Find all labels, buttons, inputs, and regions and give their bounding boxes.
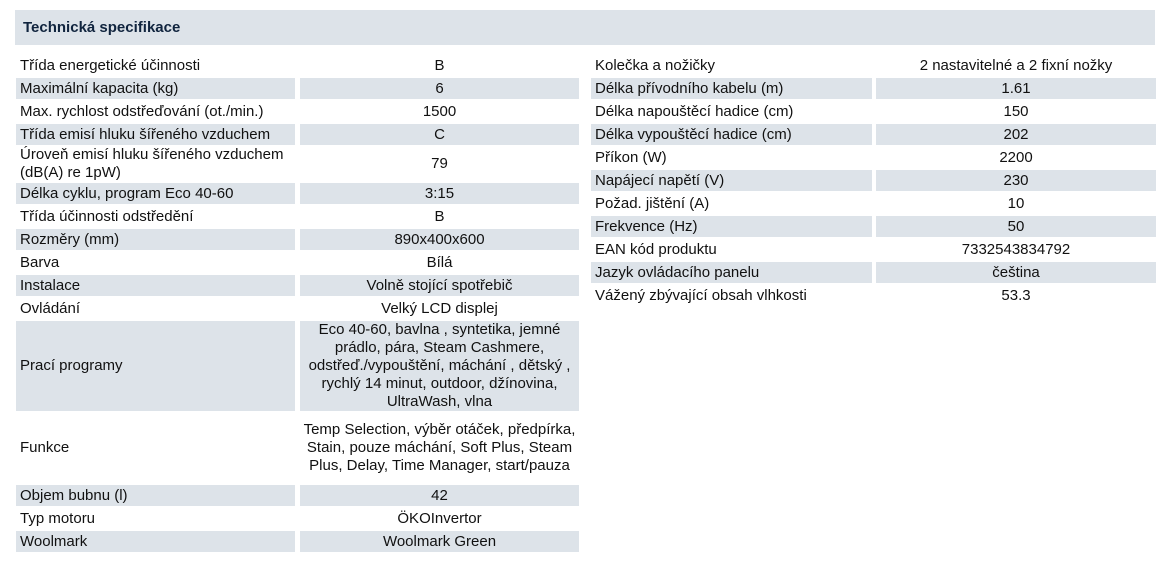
spec-value: 2 nastavitelné a 2 fixní nožky: [919, 56, 1113, 74]
spec-value: 42: [300, 485, 579, 506]
spec-row: [16, 147, 579, 181]
spec-row: [16, 183, 579, 204]
spec-label: Napájecí napětí (V): [591, 170, 872, 191]
spec-value: Eco 40-60, bavlna , syntetika, jemné prádlo, pára, Steam Cashmere, odstřeď./vypouštění, máchání , dětský , rychlý 14 minut, outdoor, džínovina, UltraWash, vlna: [300, 321, 579, 411]
spec-row: [16, 206, 579, 227]
spec-label: Objem bubnu (l): [16, 485, 295, 506]
spec-row: [16, 413, 579, 483]
spec-row: [16, 124, 579, 145]
spec-label: Typ motoru: [20, 509, 96, 527]
spec-row: [16, 298, 579, 319]
spec-label: Ovládání: [20, 299, 81, 317]
spec-row: [591, 147, 1156, 168]
spec-value: 890x400x600: [300, 229, 579, 250]
spec-value: 50: [876, 216, 1156, 237]
spec-row: [16, 55, 579, 76]
spec-value: 10: [1007, 194, 1025, 212]
spec-row: [16, 485, 579, 506]
spec-row: [591, 101, 1156, 122]
spec-label: Délka vypouštěcí hadice (cm): [591, 124, 872, 145]
section-header: [15, 10, 1155, 45]
spec-row: [16, 229, 579, 250]
spec-label: Frekvence (Hz): [591, 216, 872, 237]
spec-value: 1.61: [876, 78, 1156, 99]
spec-value: Bílá: [426, 253, 453, 271]
spec-value: 3:15: [300, 183, 579, 204]
section-title: Technická specifikace: [23, 19, 181, 36]
spec-label: Instalace: [16, 275, 295, 296]
spec-label: Třída energetické účinnosti: [20, 56, 201, 74]
spec-value: Volně stojící spotřebič: [300, 275, 579, 296]
spec-label: Maximální kapacita (kg): [16, 78, 295, 99]
spec-value: čeština: [876, 262, 1156, 283]
spec-value: Temp Selection, výběr otáček, předpírka, Stain, pouze máchání, Soft Plus, Steam Plus, Delay, Time Manager, start/pauza: [303, 421, 576, 474]
spec-value: ÖKOInvertor: [397, 509, 482, 527]
spec-row: [16, 508, 579, 529]
spec-row: [16, 252, 579, 273]
spec-label: Jazyk ovládacího panelu: [591, 262, 872, 283]
spec-row: [591, 55, 1156, 76]
spec-row: [16, 101, 579, 122]
spec-value: Woolmark Green: [300, 531, 579, 552]
spec-row: [591, 216, 1156, 237]
spec-value: B: [434, 207, 445, 225]
spec-value: 53.3: [1001, 286, 1031, 304]
spec-label: Příkon (W): [595, 148, 667, 166]
spec-value: 79: [431, 155, 448, 172]
spec-value: 150: [1003, 102, 1029, 120]
spec-label: Požad. jištění (A): [595, 194, 710, 212]
spec-label: Woolmark: [16, 531, 295, 552]
spec-value: 7332543834792: [961, 240, 1071, 258]
spec-label: Třída účinnosti odstředění: [20, 207, 194, 225]
spec-label: Vážený zbývající obsah vlhkosti: [595, 286, 807, 304]
spec-label: Rozměry (mm): [16, 229, 295, 250]
spec-row: [591, 239, 1156, 260]
spec-label: Funkce: [20, 439, 70, 456]
spec-table-left: [16, 55, 579, 554]
spec-label: Délka přívodního kabelu (m): [591, 78, 872, 99]
spec-value: 230: [876, 170, 1156, 191]
spec-value: 1500: [422, 102, 457, 120]
spec-value: B: [434, 56, 445, 74]
spec-label: Úroveň emisí hluku šířeného vzduchem (dB(A) re 1pW): [20, 146, 284, 181]
spec-label: Max. rychlost odstřeďování (ot./min.): [20, 102, 264, 120]
spec-table-right: [591, 55, 1156, 308]
spec-row: [16, 275, 579, 296]
spec-row: [591, 124, 1156, 145]
spec-value: Velký LCD displej: [381, 299, 498, 317]
spec-row: [16, 78, 579, 99]
spec-row: [16, 321, 579, 411]
spec-row: [591, 170, 1156, 191]
spec-label: EAN kód produktu: [595, 240, 717, 258]
spec-label: Délka napouštěcí hadice (cm): [595, 102, 794, 120]
spec-label: Barva: [20, 253, 60, 271]
spec-label: Třída emisí hluku šířeného vzduchem: [16, 124, 295, 145]
spec-label: Prací programy: [16, 321, 295, 411]
spec-label: Délka cyklu, program Eco 40-60: [16, 183, 295, 204]
spec-value: C: [300, 124, 579, 145]
spec-row: [591, 262, 1156, 283]
spec-value: 2200: [999, 148, 1033, 166]
spec-value: 202: [876, 124, 1156, 145]
spec-row: [591, 285, 1156, 306]
spec-row: [591, 193, 1156, 214]
spec-value: 6: [300, 78, 579, 99]
spec-label: Kolečka a nožičky: [595, 56, 716, 74]
spec-row: [591, 78, 1156, 99]
spec-row: [16, 531, 579, 552]
